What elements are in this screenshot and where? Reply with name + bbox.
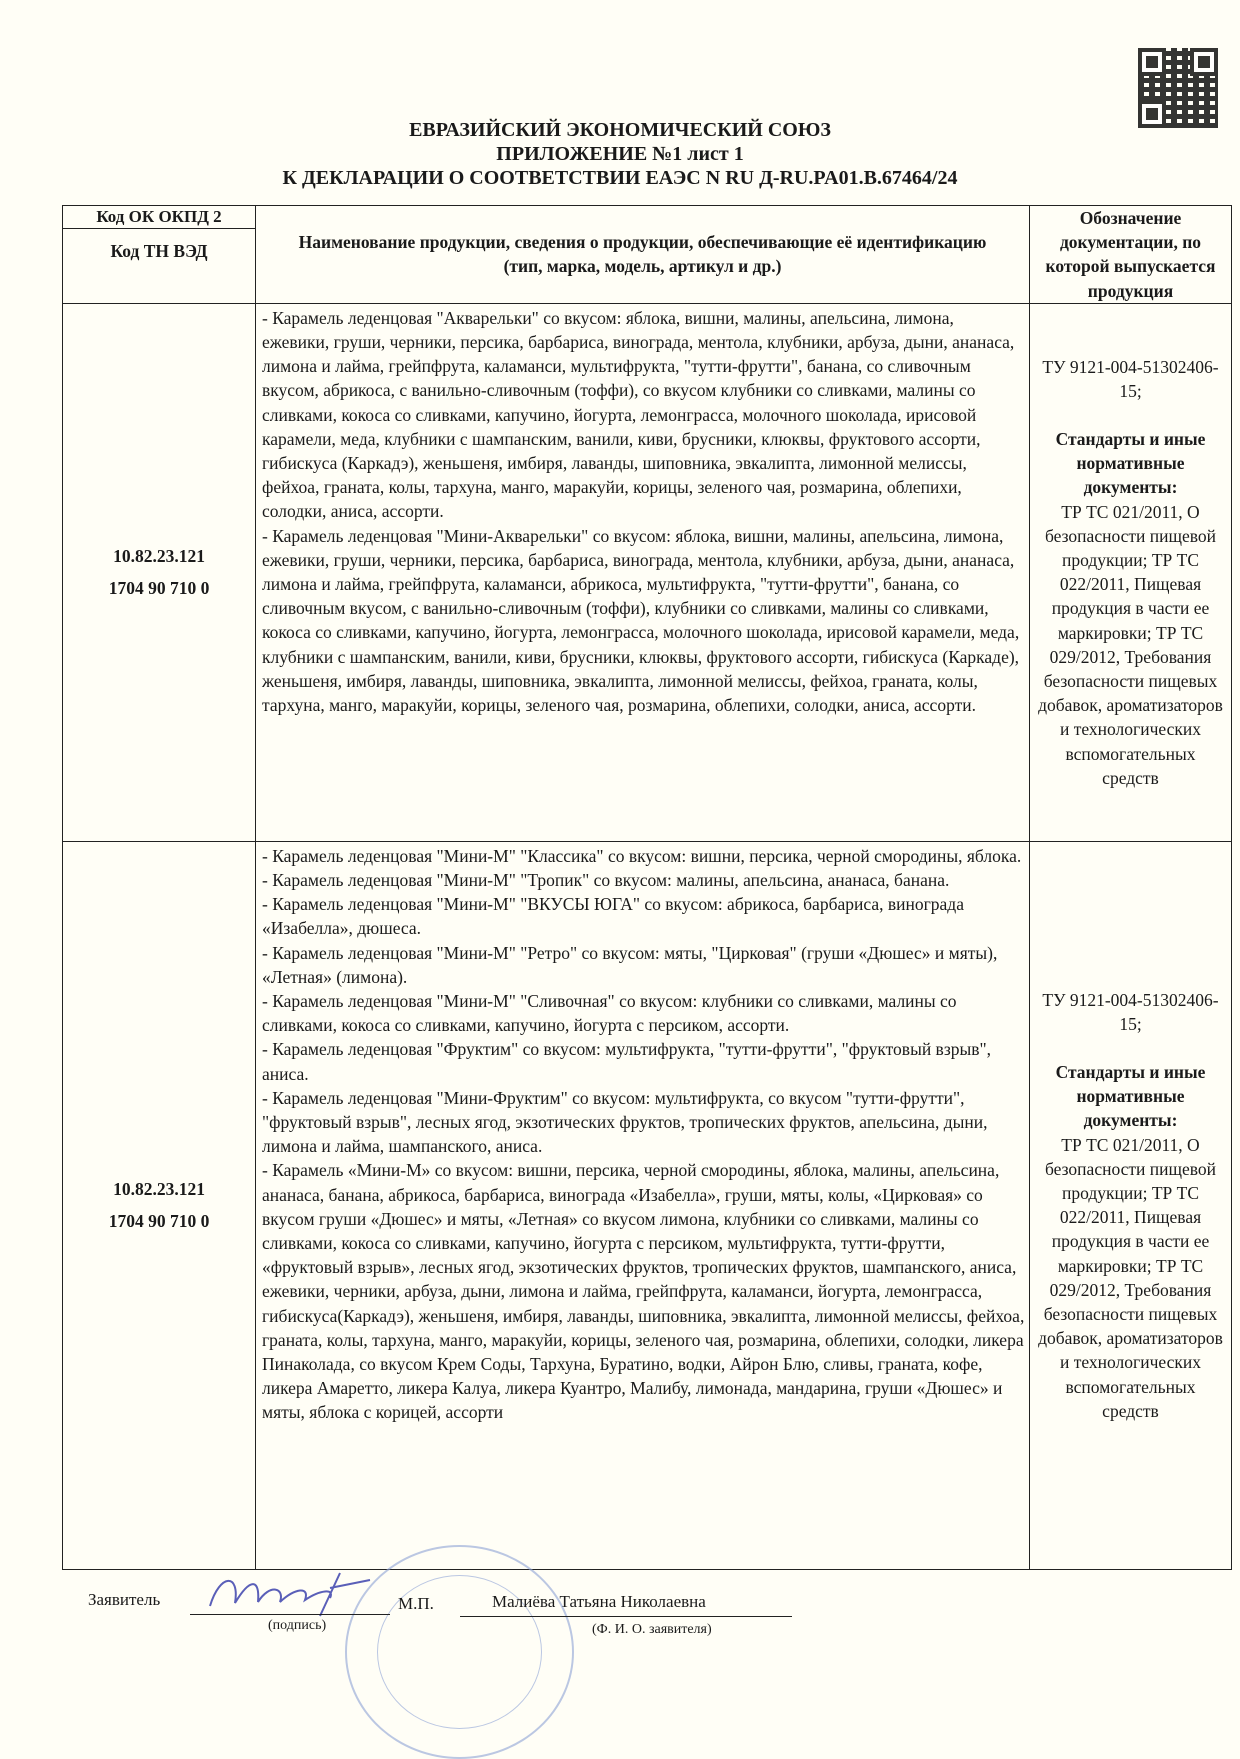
header-declaration: К ДЕКЛАРАЦИИ О СООТВЕТСТВИИ ЕАЭС N RU Д-RU.PA01.B.67464/24: [282, 167, 958, 189]
okpd-code: 10.82.23.121: [113, 1179, 205, 1200]
applicant-name: Малиёва Татьяна Николаевна: [492, 1592, 706, 1611]
product-item: - Карамель леденцовая "Мини-Акварельки" со вкусом: яблока, вишни, малины, апельсина, лимона, ежевики, груши, черники, персика, барбариса, винограда, ментола, клубники, арбуза, дыни, ананаса, лимона и лайма, грейпфрута, каламанси, абрикоса, мультифрукта, "тутти-фрутти", банана, со сливочным вкусом, с ванильно-сливочным (тоффи), клубники со сливками, малины со сливками, кокоса со сливками, капучино, йогурта, лемонграсса, молочного шоколада, ирисовой карамели, меда, клубники с шампанским, ванили, киви, брусники, клюквы, фруктового ассорти, гибискуса (Каркаде), женьшеня, имбиря, лаванды, шиповника, эвкалипта, лимонной мелиссы, фейхоа, граната, колы, тархуна, манго, маракуйи, корицы, зеленого чая, розмарина, облепихи, солодки, аниса, ассорти.: [262, 525, 1020, 716]
products-table: [62, 205, 1232, 1570]
product-item: - Карамель леденцовая "Мини-Фруктим" со вкусом: мультифрукта, со вкусом "тутти-фрутти", "фруктовый взрыв", лесных ягод, экзотических фруктов, тропических фруктов, апельсина, дыни, лимона и лайма, шампанского, аниса.: [262, 1087, 988, 1157]
table-row: [63, 841, 1232, 1569]
header-union: ЕВРАЗИЙСКИЙ ЭКОНОМИЧЕСКИЙ СОЮЗ: [409, 119, 831, 141]
applicant-label: Заявитель: [88, 1590, 161, 1609]
tnved-code: 1704 90 710 0: [108, 1211, 210, 1232]
col-name-header: Наименование продукции, сведения о продукции, обеспечивающие её идентификацию (тип, марка, модель, артикул и др.): [256, 206, 1030, 304]
standards-title: Стандарты и иные нормативные документы:: [1055, 428, 1206, 498]
col-okpd-header: Код ОК ОКПД 2: [63, 206, 255, 229]
tu-reference: ТУ 9121-004-51302406-15;: [1042, 356, 1219, 401]
table-header: [63, 206, 1232, 304]
product-item: - Карамель леденцовая "Мини-М" "Сливочная" со вкусом: клубники со сливками, малины со сливками, кокоса со сливками, капучино, йогурта с персиком, ассорти.: [262, 991, 957, 1036]
document-header: [0, 118, 1240, 190]
col-tnved-header: Код ТН ВЭД: [110, 241, 208, 261]
product-item: - Карамель леденцовая "Мини-М" "ВКУСЫ ЮГА" со вкусом: абрикоса, барбариса, винограда «Изабелла», дюшеса.: [262, 894, 964, 939]
handwritten-signature: [200, 1568, 390, 1618]
tu-reference: ТУ 9121-004-51302406-15;: [1042, 989, 1219, 1034]
product-item: - Карамель леденцовая "Фруктим" со вкусом: мультифрукта, "тутти-фрутти", "фруктовый взрыв", аниса.: [262, 1039, 992, 1084]
col-docs-header: Обозначение документации, по которой выпускается продукция: [1030, 206, 1232, 304]
product-item: - Карамель «Мини-М» со вкусом: вишни, персика, черной смородины, яблока, малины, апельсина, ананаса, банана, абрикоса, барбариса, винограда «Изабелла», груши, мяты, колы, «Цирковая» со вкусом груши «Дюшес» и мяты, «Летная» со вкусом лимона, клубники со сливками, малины со сливками, кокоса со сливками, капучино, йогурта с персиком, мультифрукта, тутти-фрутти, «фруктовый взрыв», лесных ягод, экзотических фруктов, тропических фруктов, шампанского, аниса, ежевики, черники, арбуза, дыни, лимона и лайма, грейпфрута, каламанси, йогурта, лемонграсса, гибискуса(Каркадэ), женьшеня, имбиря, лаванды, шиповника, эвкалипта, лимонной мелиссы, фейхоа, граната, колы, тархуна, манго, маракуйи, корицы, зеленого чая, розмарина, облепихи, солодки, ликера Пинаколада, со вкусом Крем Соды, Тархуна, Буратино, водки, Айрон Блю, сливы, граната, кофе, ликера Амаретто, ликера Калуа, ликера Куантро, Малибу, лимонада, мандарина, груши «Дюшес» и мяты, яблока с корицей, ассорти: [262, 1160, 1025, 1423]
tnved-code: 1704 90 710 0: [108, 578, 210, 599]
name-caption: (Ф. И. О. заявителя): [592, 1622, 712, 1637]
header-appendix: ПРИЛОЖЕНИЕ №1 лист 1: [496, 143, 744, 165]
standards-text: ТР ТС 021/2011, О безопасности пищевой продукции; ТР ТС 022/2011, Пищевая продукция в части ее маркировки; ТР ТС 029/2012, Требования безопасности пищевых добавок, ароматизаторов и технологических вспомогательных средств: [1038, 1134, 1223, 1421]
product-item: - Карамель леденцовая "Акварельки" со вкусом: яблока, вишни, малины, апельсина, лимона, ежевики, груши, черники, персика, барбариса, винограда, ментола, клубники, арбуза, дыни, ананаса, лимона и лайма, грейпфрута, каламанси, мультифрукта, "тутти-фрутти", банана, со сливочным вкусом, абрикоса, с ванильно-сливочным (тоффи), со вкусом клубники со сливками, малины со сливками, кокоса со сливками, капучино, йогурта, лемонграсса, молочного шоколада, ирисовой карамели, меда, клубники с шампанским, ванили, киви, брусники, клюквы, фруктового ассорти, гибискуса (Каркадэ), женьшеня, имбиря, лаванды, шиповника, эвкалипта, лимонной мелиссы, фейхоа, граната, колы, тархуна, манго, маракуйи, корицы, зеленого чая, розмарина, облепихи, солодки, аниса, ассорти.: [262, 307, 1015, 522]
standards-text: ТР ТС 021/2011, О безопасности пищевой продукции; ТР ТС 022/2011, Пищевая продукция в части ее маркировки; ТР ТС 029/2012, Требования безопасности пищевых добавок, ароматизаторов и технологических вспомогательных средств: [1038, 501, 1223, 788]
stamp-label: М.П.: [398, 1594, 434, 1613]
product-item: - Карамель леденцовая "Мини-М" "Тропик" со вкусом: малины, апельсина, ананаса, банана.: [262, 870, 950, 891]
okpd-code: 10.82.23.121: [113, 546, 205, 567]
standards-title: Стандарты и иные нормативные документы:: [1055, 1061, 1206, 1131]
qr-code: [1138, 48, 1218, 128]
table-row: [63, 303, 1232, 841]
product-item: - Карамель леденцовая "Мини-М" "Ретро" со вкусом: мяты, "Цирковая" (груши «Дюшес» и мяты), «Летная» (лимона).: [262, 942, 998, 987]
signature-block: [0, 1590, 1240, 1710]
signature-caption: (подпись): [268, 1618, 327, 1633]
product-item: - Карамель леденцовая "Мини-М" "Классика" со вкусом: вишни, персика, черной смородины, яблока.: [262, 845, 1022, 866]
